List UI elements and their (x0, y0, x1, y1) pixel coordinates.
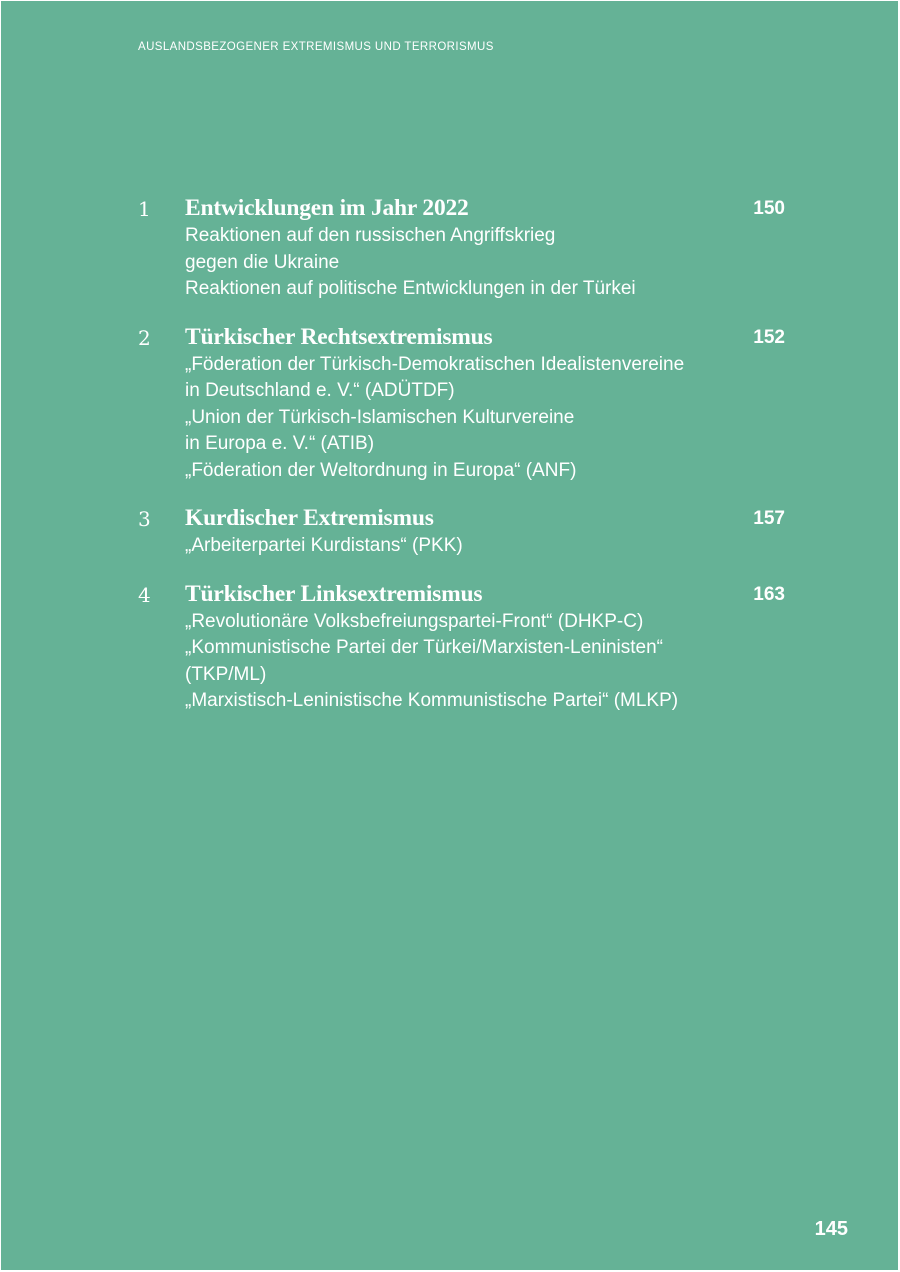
toc-subtopic-line: Reaktionen auf den russischen Angriffskrieg (185, 225, 556, 246)
page-number: 145 (814, 1218, 848, 1240)
toc-entry-4[interactable] (138, 580, 788, 715)
toc-entry-number: 1 (138, 197, 151, 221)
toc-subtopic-line: in Europa e. V.“ (ATIB) (185, 433, 375, 454)
toc-subtopic-line: gegen die Ukraine (185, 251, 340, 273)
table-of-contents (138, 194, 788, 735)
toc-subtopic-line: „Föderation der Türkisch-Demokratischen Idealistenvereine (185, 353, 685, 375)
toc-entry-subtopics (185, 609, 788, 715)
toc-entry-2[interactable] (138, 323, 788, 485)
toc-entry-number: 3 (138, 507, 151, 531)
toc-entry-page-number: 157 (753, 508, 785, 529)
toc-entry-subtopics (185, 223, 788, 303)
toc-entry-number: 4 (138, 582, 151, 607)
toc-entry-3[interactable] (138, 504, 788, 560)
toc-entry-number: 2 (138, 325, 151, 350)
toc-entry-page-number: 150 (753, 198, 785, 219)
toc-subtopic-line: „Föderation der Weltordnung in Europa“ (ANF) (185, 459, 577, 481)
toc-subtopic-line: (TKP/ML) (185, 663, 267, 685)
toc-entry-title: Kurdischer Extremismus (185, 505, 434, 531)
toc-entry-page-number: 152 (753, 326, 785, 348)
toc-subtopic-line: „Marxistisch-Leninistische Kommunistische Partei“ (MLKP) (185, 690, 679, 711)
toc-subtopic-line: „Revolutionäre Volksbefreiungspartei-Front“ (DHKP-C) (185, 610, 644, 632)
toc-entry-page-number: 163 (753, 583, 785, 605)
running-header: AUSLANDSBEZOGENER EXTREMISMUS UND TERRORISMUS (138, 41, 494, 53)
toc-entry-title: Türkischer Rechtsextremismus (185, 323, 493, 350)
toc-entry-subtopics (185, 352, 788, 485)
toc-entry-subtopics (185, 533, 788, 560)
toc-entry-1[interactable] (138, 194, 788, 303)
toc-subtopic-line: „Arbeiterpartei Kurdistans“ (PKK) (185, 535, 463, 556)
document-page (1, 1, 898, 1270)
toc-subtopic-line: in Deutschland e. V.“ (ADÜTDF) (185, 380, 455, 401)
toc-subtopic-line: „Kommunistische Partei der Türkei/Marxisten-Leninisten“ (185, 637, 663, 658)
toc-entry-title: Türkischer Linksextremismus (185, 580, 483, 607)
toc-subtopic-line: „Union der Türkisch-Islamischen Kulturvereine (185, 406, 575, 428)
toc-entry-title: Entwicklungen im Jahr 2022 (185, 195, 469, 221)
toc-subtopic-line: Reaktionen auf politische Entwicklungen in der Türkei (185, 278, 636, 299)
